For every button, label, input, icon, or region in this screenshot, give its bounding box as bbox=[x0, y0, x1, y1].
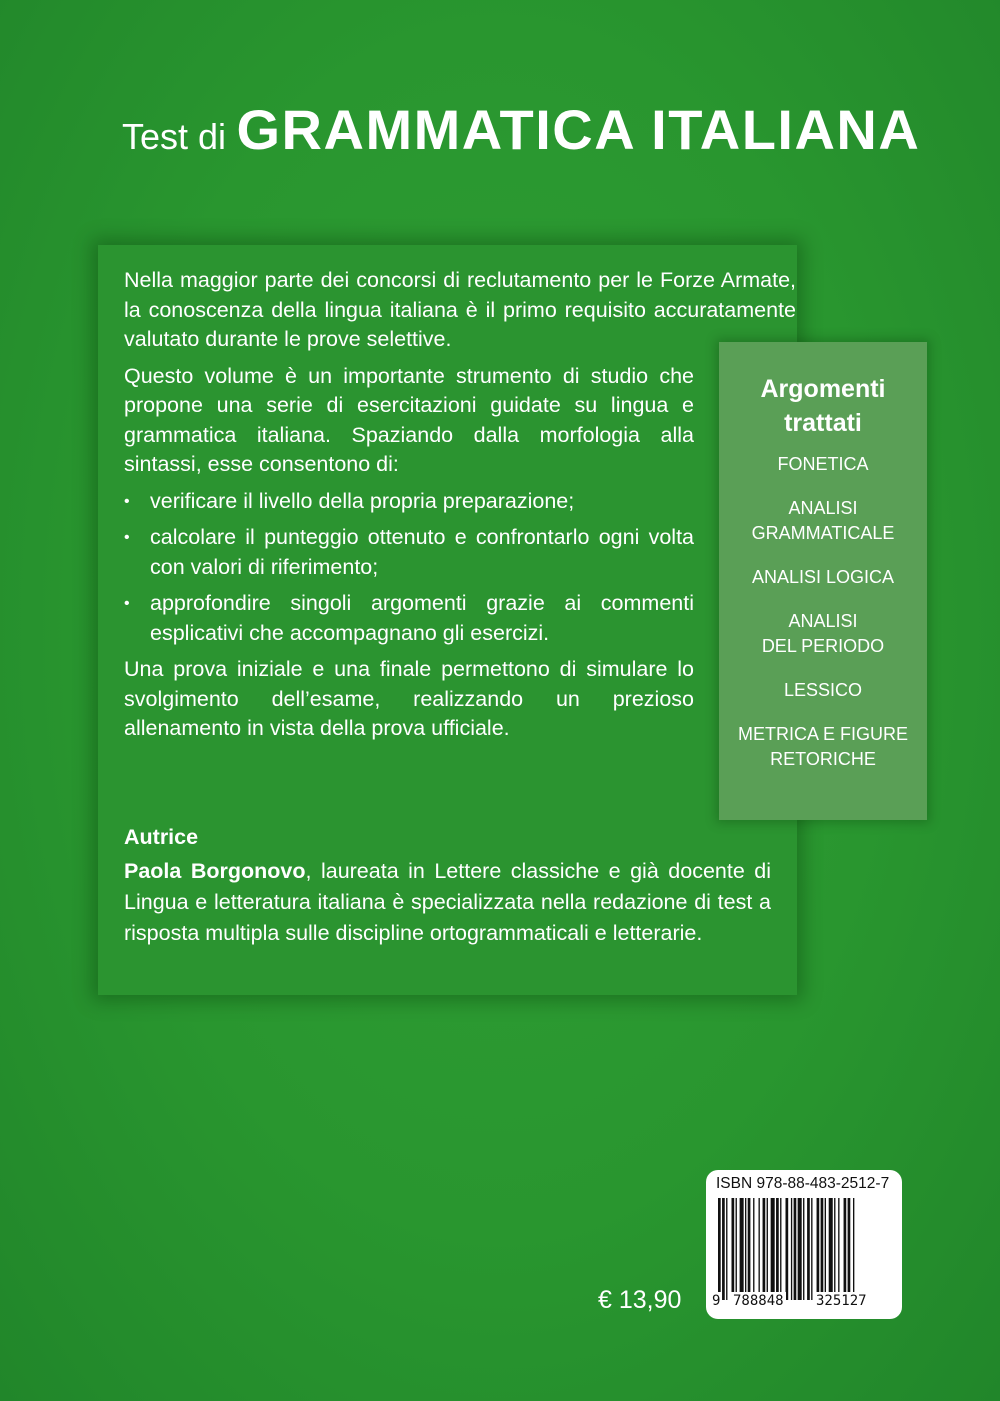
barcode-digits-left: 788848 bbox=[733, 1293, 784, 1309]
feature-item: • calcolare il punteggio ottenuto e confrontarlo ogni volta con valori di riferimento; bbox=[124, 523, 694, 582]
author-bio-text: , laureata in Lettere classiche e già docente di Lingua e letteratura italiana è specializzata nella redazione di test a risposta multipla sulle discipline ortogrammaticali e letterarie. bbox=[124, 859, 771, 945]
barcode-bar bbox=[722, 1198, 725, 1300]
barcode-bar bbox=[848, 1198, 851, 1300]
barcode-bar bbox=[726, 1198, 727, 1300]
barcode-bar bbox=[763, 1198, 766, 1300]
author-name: Paola Borgonovo bbox=[124, 859, 306, 883]
barcode-digits-right: 325127 bbox=[816, 1293, 867, 1309]
barcode-bar bbox=[829, 1198, 833, 1300]
barcode-bar bbox=[798, 1198, 802, 1300]
topic-item: ANALISI DEL PERIODO bbox=[761, 611, 885, 656]
topic-item: METRICA E FIGURE RETORICHE bbox=[737, 724, 908, 769]
topic-item: FONETICA bbox=[777, 454, 869, 474]
barcode-bar bbox=[817, 1198, 820, 1300]
topics-title: Argomenti trattati bbox=[760, 375, 886, 437]
price-label: € 13,90 bbox=[598, 1286, 682, 1314]
barcode-bar bbox=[791, 1198, 792, 1300]
topic-item: ANALISI LOGICA bbox=[751, 567, 895, 587]
barcode-bar bbox=[759, 1198, 760, 1300]
description-text bbox=[124, 266, 796, 751]
barcode-bar bbox=[853, 1198, 854, 1300]
barcode-bar bbox=[771, 1198, 775, 1300]
topics-panel bbox=[719, 342, 927, 820]
barcode-bar bbox=[811, 1198, 812, 1300]
barcode-bar bbox=[838, 1198, 839, 1300]
author-bio bbox=[124, 856, 771, 949]
barcode-bar bbox=[834, 1198, 835, 1300]
barcode-bar bbox=[740, 1198, 744, 1300]
barcode-bar bbox=[821, 1198, 824, 1300]
barcode-bar bbox=[736, 1198, 737, 1300]
barcode-bar bbox=[780, 1198, 781, 1300]
barcode-bar bbox=[718, 1198, 721, 1300]
barcode-bar bbox=[807, 1198, 810, 1300]
purpose-paragraph: Questo volume è un importante strumento di studio che propone una serie di esercitazioni guidate su lingua e grammatica italiana. Spaziando dalla morfologia alla sintassi, esse consentono di: bbox=[124, 363, 694, 476]
barcode-bar bbox=[803, 1198, 804, 1300]
barcode-digit-first: 9 bbox=[712, 1293, 721, 1309]
title-main: GRAMMATICA ITALIANA bbox=[236, 98, 921, 161]
title-prefix: Test di bbox=[122, 116, 227, 157]
barcode-bar bbox=[786, 1198, 789, 1300]
topic-item: ANALISI GRAMMATICALE bbox=[751, 498, 895, 543]
feature-item: • verificare il livello della propria preparazione; bbox=[124, 487, 694, 517]
topics-list bbox=[719, 452, 927, 772]
barcode-bar bbox=[844, 1198, 847, 1300]
barcode-bar bbox=[767, 1198, 768, 1300]
author-heading: Autrice bbox=[124, 825, 199, 849]
author-section bbox=[124, 822, 771, 949]
isbn-barcode bbox=[706, 1170, 902, 1319]
barcode-bar bbox=[732, 1198, 735, 1300]
isbn-number: ISBN 978-88-483-2512-7 bbox=[716, 1175, 890, 1192]
feature-item: • approfondire singoli argomenti grazie ai commenti esplicativi che accompagnano gli esercizi. bbox=[124, 589, 694, 648]
barcode-bars bbox=[718, 1198, 890, 1300]
book-title bbox=[122, 98, 921, 161]
intro-paragraph: Nella maggior parte dei concorsi di reclutamento per le Forze Armate, la conoscenza della lingua italiana è il primo requisito accuratamente valutato durante le prove selettive. bbox=[124, 268, 796, 351]
feature-list bbox=[124, 487, 694, 649]
topic-item: LESSICO bbox=[783, 680, 863, 700]
barcode-bar bbox=[825, 1198, 826, 1300]
barcode-bar bbox=[745, 1198, 746, 1300]
barcode-bar bbox=[776, 1198, 779, 1300]
barcode-bar bbox=[794, 1198, 797, 1300]
closing-paragraph: Una prova iniziale e una finale permettono di simulare lo svolgimento dell’esame, realizzando un prezioso allenamento in vista della prova ufficiale. bbox=[124, 657, 694, 740]
barcode-bar bbox=[753, 1198, 754, 1300]
barcode-bar bbox=[748, 1198, 751, 1300]
